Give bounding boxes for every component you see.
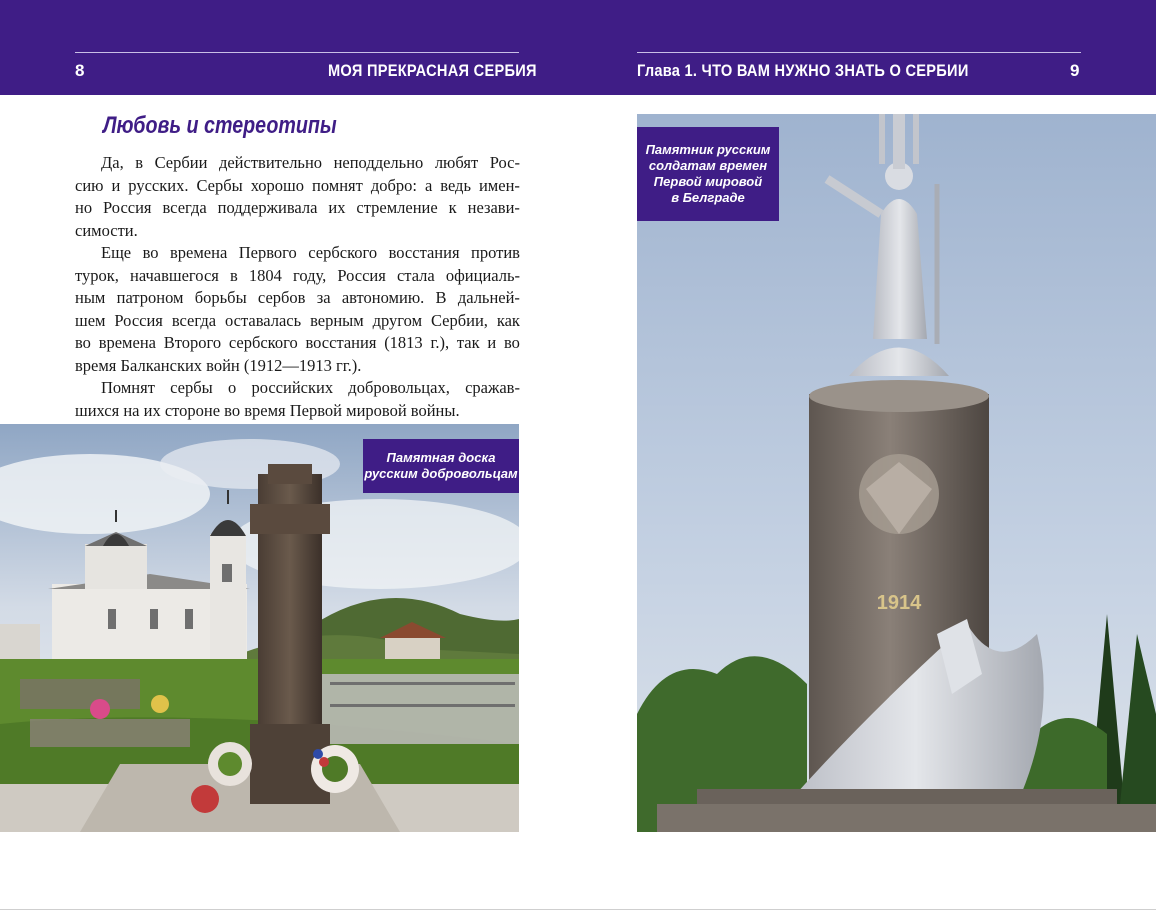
word: сербов: [257, 288, 306, 307]
word: ведь: [440, 175, 471, 195]
word: поддерживала: [217, 198, 318, 217]
word: против: [471, 243, 520, 262]
word: и: [487, 333, 497, 352]
word: добровольцах,: [348, 378, 450, 397]
word: стремление: [356, 198, 438, 217]
word: во: [142, 243, 159, 262]
word: как: [496, 310, 520, 330]
text-line: [75, 265, 520, 288]
text-line: [75, 152, 520, 175]
text-line: время Балканских войн (1912—1913 гг.).: [75, 355, 362, 375]
word: турок,: [75, 265, 119, 285]
text-line: симости.: [75, 220, 138, 240]
word: восстания: [305, 333, 377, 352]
word: шем: [75, 310, 106, 330]
word: сию: [75, 175, 104, 195]
word: сербы: [170, 378, 213, 397]
word: верным: [310, 310, 364, 330]
word: оставалась: [224, 310, 302, 330]
word: стала: [396, 265, 435, 285]
word: незави-: [467, 198, 520, 217]
text-line: [75, 310, 520, 333]
word: имен-: [478, 175, 520, 195]
word: хорошо: [250, 175, 305, 195]
left-page-number: 8: [75, 61, 85, 80]
monument-year: 1914: [876, 592, 922, 614]
word: но: [75, 198, 93, 217]
word: патроном: [116, 288, 184, 307]
word: году,: [293, 265, 327, 285]
word: Россия: [114, 310, 163, 330]
word: их: [328, 198, 346, 217]
word: Второго: [163, 333, 222, 352]
word: сербского: [228, 333, 298, 352]
text-line: [75, 242, 520, 265]
monument-photo: [637, 114, 1156, 832]
text-line: [75, 332, 520, 355]
monument-illustration: [637, 114, 1156, 832]
left-running-title: МОЯ ПРЕКРАСНАЯ СЕРБИЯ: [328, 61, 537, 80]
text-line: [75, 175, 520, 198]
body-text: [75, 152, 520, 422]
word: начавшегося: [130, 265, 219, 285]
word: во: [503, 333, 520, 352]
word: официаль-: [445, 265, 520, 285]
word: русских.: [128, 175, 189, 195]
caption-line: Памятник русским: [645, 142, 771, 157]
word: и: [111, 175, 121, 195]
word: Еще: [101, 243, 132, 262]
word: сербского: [308, 243, 378, 262]
word: времена: [98, 333, 156, 352]
memorial-plaque-caption: [363, 439, 519, 493]
word: за: [316, 288, 331, 307]
caption-line: Первой мировой: [653, 174, 763, 189]
text-line: [75, 287, 520, 310]
caption-line: русским добровольцам: [364, 466, 518, 481]
word: неподдельно: [333, 153, 424, 172]
word: о: [227, 378, 237, 397]
word: добро:: [370, 175, 417, 195]
word: Рос-: [489, 153, 520, 172]
word: Россия: [103, 198, 152, 217]
word: автономию.: [341, 288, 425, 307]
word: времена: [169, 243, 228, 262]
word: В: [435, 288, 447, 307]
word: к: [448, 198, 457, 217]
word: всегда: [171, 310, 217, 330]
word: дальней-: [457, 288, 520, 307]
word: восстания: [388, 243, 460, 262]
header-rule-left: [75, 52, 519, 53]
header-band: [0, 0, 1156, 95]
right-page-number: 9: [1070, 61, 1080, 80]
text-line: шихся на их стороне во время Первой мировой войны.: [75, 400, 460, 420]
word: так: [456, 333, 480, 352]
word: во: [75, 333, 91, 352]
monument-caption: [637, 127, 779, 221]
word: в: [135, 153, 144, 172]
word: 1804: [248, 265, 282, 285]
word: борьбы: [194, 288, 247, 307]
word: Да,: [101, 153, 124, 172]
word: Россия: [337, 265, 386, 285]
word: помнят: [312, 175, 363, 195]
caption-line: Памятная доска: [386, 450, 496, 465]
word: Сербии: [154, 153, 208, 172]
word: действительно: [218, 153, 323, 172]
text-line: [75, 197, 520, 220]
header-rule-right: [637, 52, 1081, 53]
word: Сербии,: [430, 310, 488, 330]
word: российских: [251, 378, 334, 397]
text-line: [75, 377, 520, 400]
page-bottom-rule: [0, 909, 1156, 910]
word: в: [229, 265, 238, 285]
word: (1813: [384, 333, 423, 352]
right-running-title: Глава 1. ЧТО ВАМ НУЖНО ЗНАТЬ О СЕРБИИ: [637, 61, 969, 80]
word: любят: [434, 153, 479, 172]
word: сражав-: [465, 378, 520, 397]
word: а: [424, 175, 433, 195]
word: другом: [372, 310, 423, 330]
caption-line: солдатам времен: [648, 158, 768, 173]
word: Первого: [238, 243, 297, 262]
caption-line: в Белграде: [671, 190, 745, 205]
word: Помнят: [101, 378, 155, 397]
word: ным: [75, 288, 106, 307]
word: г.),: [430, 333, 450, 352]
word: всегда: [162, 198, 207, 217]
word: Сербы: [196, 175, 243, 195]
section-title: Любовь и стереотипы: [103, 112, 337, 139]
